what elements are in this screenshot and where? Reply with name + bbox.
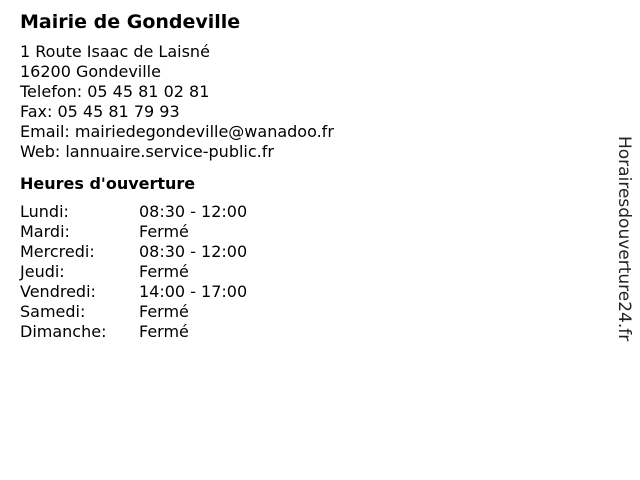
day-label: Mercredi:: [20, 242, 95, 261]
address-line-1: 1 Route Isaac de Laisné: [20, 42, 210, 61]
day-label: Lundi:: [20, 202, 69, 221]
hours-table: [20, 202, 590, 342]
hours-row-friday: [20, 282, 590, 302]
hours-row-sunday: [20, 322, 590, 342]
hours-row-monday: [20, 202, 590, 222]
day-label: Jeudi:: [20, 262, 65, 281]
hours-value: Fermé: [139, 262, 189, 281]
hours-row-thursday: [20, 262, 590, 282]
hours-row-tuesday: [20, 222, 590, 242]
address-line-2: 16200 Gondeville: [20, 62, 161, 81]
day-label: Vendredi:: [20, 282, 96, 301]
site-watermark: Horairesdouverture24.fr: [614, 136, 634, 342]
hours-value: Fermé: [139, 302, 189, 321]
hours-title: Heures d'ouverture: [20, 174, 196, 193]
fax-line: Fax: 05 45 81 79 93: [20, 102, 180, 121]
hours-value: 14:00 - 17:00: [139, 282, 248, 301]
email-line: Email: mairiedegondeville@wanadoo.fr: [20, 122, 334, 141]
day-label: Samedi:: [20, 302, 86, 321]
hours-row-wednesday: [20, 242, 590, 262]
place-title: Mairie de Gondeville: [20, 11, 241, 33]
web-line: Web: lannuaire.service-public.fr: [20, 142, 274, 161]
hours-value: 08:30 - 12:00: [139, 242, 248, 261]
hours-row-saturday: [20, 302, 590, 322]
phone-line: Telefon: 05 45 81 02 81: [20, 82, 210, 101]
day-label: Mardi:: [20, 222, 70, 241]
place-card: [20, 10, 590, 342]
day-label: Dimanche:: [20, 322, 107, 341]
hours-value: Fermé: [139, 222, 189, 241]
hours-value: 08:30 - 12:00: [139, 202, 248, 221]
hours-value: Fermé: [139, 322, 189, 341]
